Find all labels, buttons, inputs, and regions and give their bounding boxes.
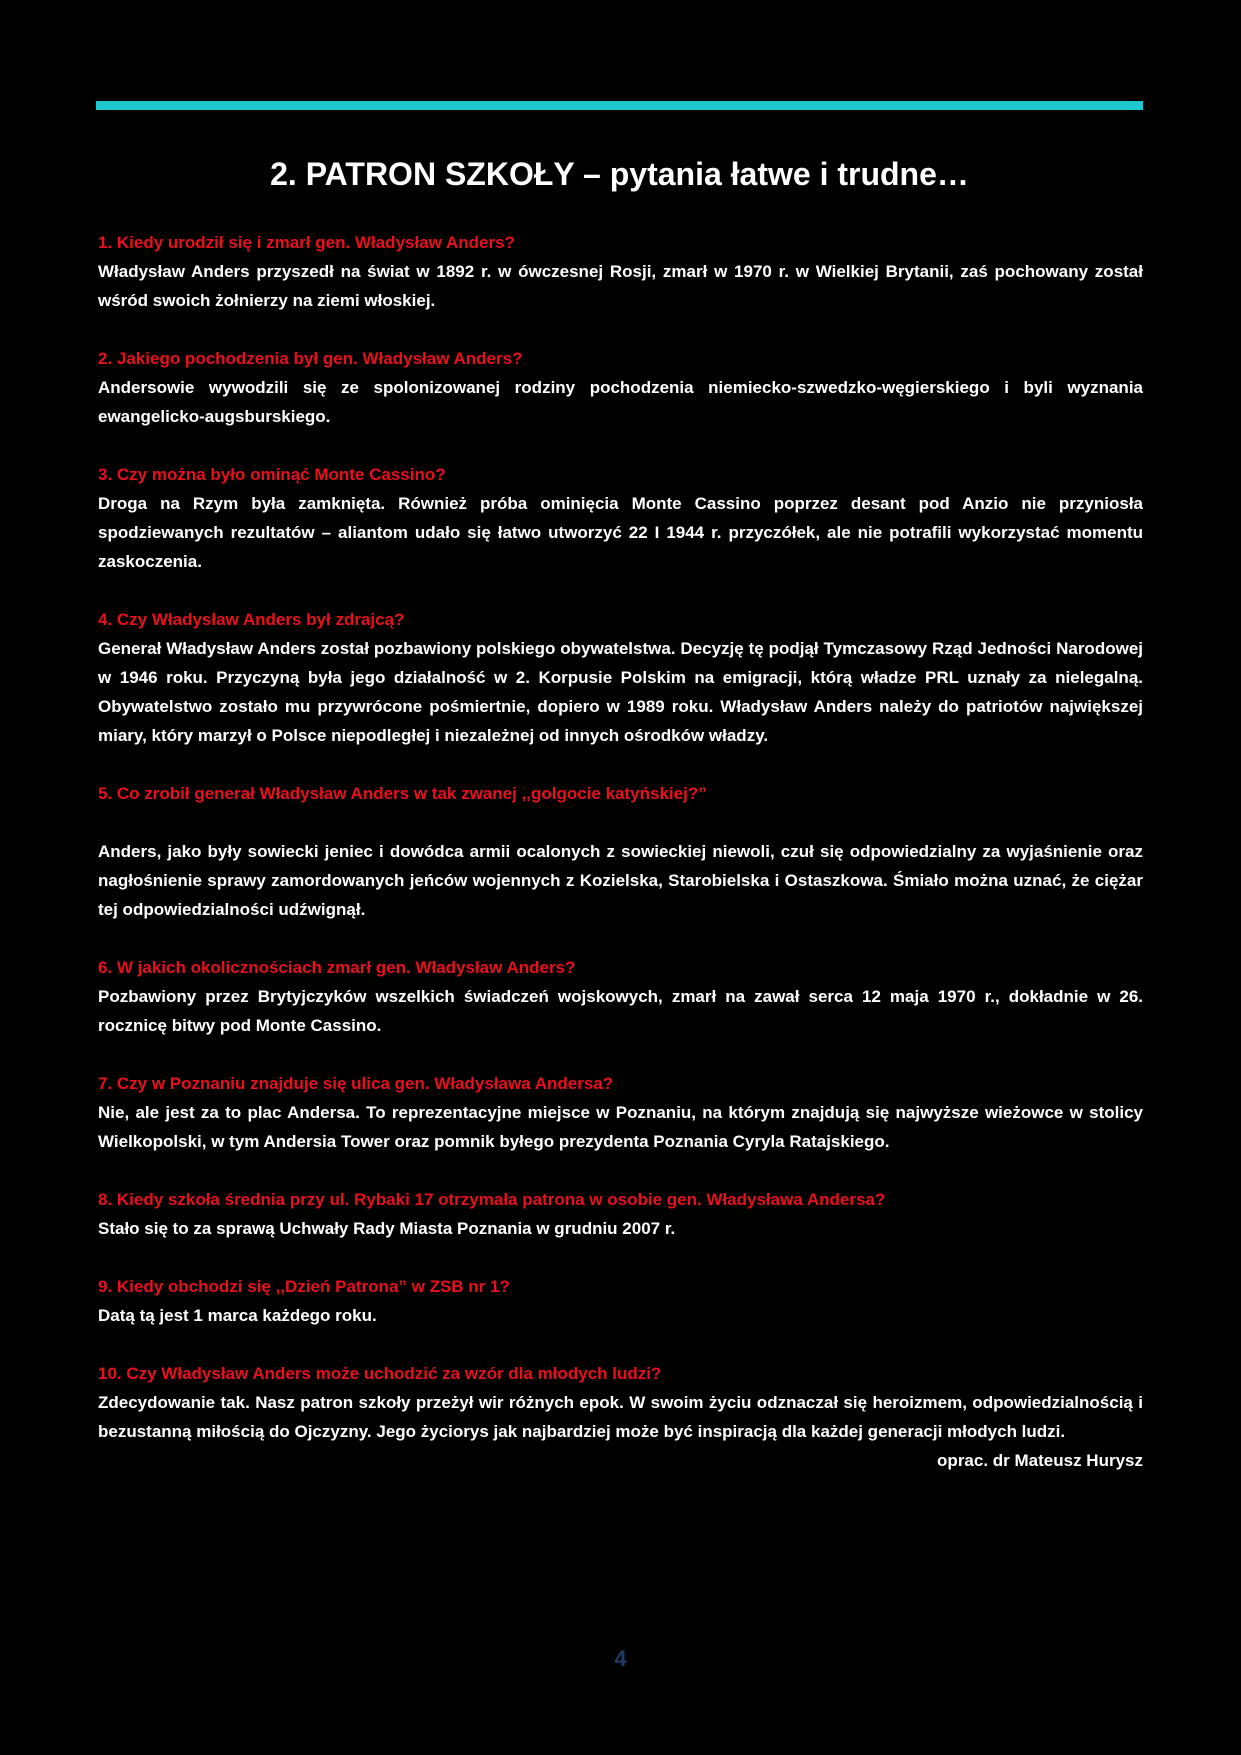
question-3: 3. Czy można było ominąć Monte Cassino? <box>98 465 446 484</box>
page-title: 2. PATRON SZKOŁY – pytania łatwe i trudne… <box>270 156 969 192</box>
qa-item-2 <box>98 344 1143 431</box>
question-10: 10. Czy Władysław Anders może uchodzić za wzór dla młodych ludzi? <box>98 1364 662 1383</box>
qa-item-1 <box>98 228 1143 315</box>
qa-item-4 <box>98 605 1143 750</box>
page-number: 4 <box>614 1646 627 1671</box>
qa-item-10 <box>98 1359 1143 1446</box>
question-1: 1. Kiedy urodził się i zmarł gen. Władysław Anders? <box>98 233 515 252</box>
answer-2: Andersowie wywodzili się ze spolonizowanej rodziny pochodzenia niemiecko-szwedzko-węgierskiego i byli wyznania ewangelicko-augsburskiego. <box>98 378 1143 426</box>
qa-item-3 <box>98 460 1143 576</box>
qa-item-5 <box>98 779 1143 924</box>
answer-6: Pozbawiony przez Brytyjczyków wszelkich świadczeń wojskowych, zmarł na zawał serca 12 maja 1970 r., dokładnie w 26. rocznicę bitwy pod Monte Cassino. <box>98 987 1143 1035</box>
question-4: 4. Czy Władysław Anders był zdrajcą? <box>98 610 405 629</box>
qa-section <box>98 228 1143 1475</box>
answer-9: Datą tą jest 1 marca każdego roku. <box>98 1306 377 1325</box>
qa-item-9 <box>98 1272 1143 1330</box>
answer-3: Droga na Rzym była zamknięta. Również próba ominięcia Monte Cassino poprzez desant pod Anzio nie przyniosła spodziewanych rezultatów – aliantom udało się łatwo utworzyć 22 I 1944 r. przyczółek, ale nie potrafili wykorzystać momentu zaskoczenia. <box>98 494 1143 571</box>
qa-item-8 <box>98 1185 1143 1243</box>
author-signature: oprac. dr Mateusz Hurysz <box>937 1451 1143 1470</box>
question-9: 9. Kiedy obchodzi się ,,Dzień Patrona” w ZSB nr 1? <box>98 1277 510 1296</box>
answer-10: Zdecydowanie tak. Nasz patron szkoły przeżył wir różnych epok. W swoim życiu odznaczał się heroizmem, odpowiedzialnością i bezustanną miłością do Ojczyzny. Jego życiorys jak najbardziej może być inspiracją dla każdej generacji młodych ludzi. <box>98 1393 1143 1441</box>
answer-7: Nie, ale jest za to plac Andersa. To reprezentacyjne miejsce w Poznaniu, na którym znajdują się najwyższe wieżowce w stolicy Wielkopolski, w tym Andersia Tower oraz pomnik byłego prezydenta Poznania Cyryla Ratajskiego. <box>98 1103 1143 1151</box>
question-2: 2. Jakiego pochodzenia był gen. Władysław Anders? <box>98 349 523 368</box>
top-accent-rule <box>96 101 1143 110</box>
question-5: 5. Co zrobił generał Władysław Anders w tak zwanej ,,golgocie katyńskiej?” <box>98 784 707 803</box>
question-6: 6. W jakich okolicznościach zmarł gen. Władysław Anders? <box>98 958 576 977</box>
answer-4: Generał Władysław Anders został pozbawiony polskiego obywatelstwa. Decyzję tę podjął Tymczasowy Rząd Jedności Narodowej w 1946 roku. Przyczyną była jego działalność w 2. Korpusie Polskim na emigracji, którą władze PRL uznały za nielegalną. Obywatelstwo zostało mu przywrócone pośmiertnie, dopiero w 1989 roku. Władysław Anders należy do patriotów największej miary, który marzył o Polsce niepodległej i niezależnej od innych ośrodków władzy. <box>98 639 1143 745</box>
answer-1: Władysław Anders przyszedł na świat w 1892 r. w ówczesnej Rosji, zmarł w 1970 r. w Wielkiej Brytanii, zaś pochowany został wśród swoich żołnierzy na ziemi włoskiej. <box>98 262 1143 310</box>
answer-5: Anders, jako były sowiecki jeniec i dowódca armii ocalonych z sowieckiej niewoli, czuł się odpowiedzialny za wyjaśnienie oraz nagłośnienie sprawy zamordowanych jeńców wojennych z Kozielska, Starobielska i Ostaszkowa. Śmiało można uznać, że ciężar tej odpowiedzialności udźwignął. <box>98 842 1143 919</box>
answer-8: Stało się to za sprawą Uchwały Rady Miasta Poznania w grudniu 2007 r. <box>98 1219 676 1238</box>
qa-item-7 <box>98 1069 1143 1156</box>
qa-item-6 <box>98 953 1143 1040</box>
question-7: 7. Czy w Poznaniu znajduje się ulica gen. Władysława Andersa? <box>98 1074 614 1093</box>
question-8: 8. Kiedy szkoła średnia przy ul. Rybaki 17 otrzymała patrona w osobie gen. Władysława Andersa? <box>98 1190 886 1209</box>
